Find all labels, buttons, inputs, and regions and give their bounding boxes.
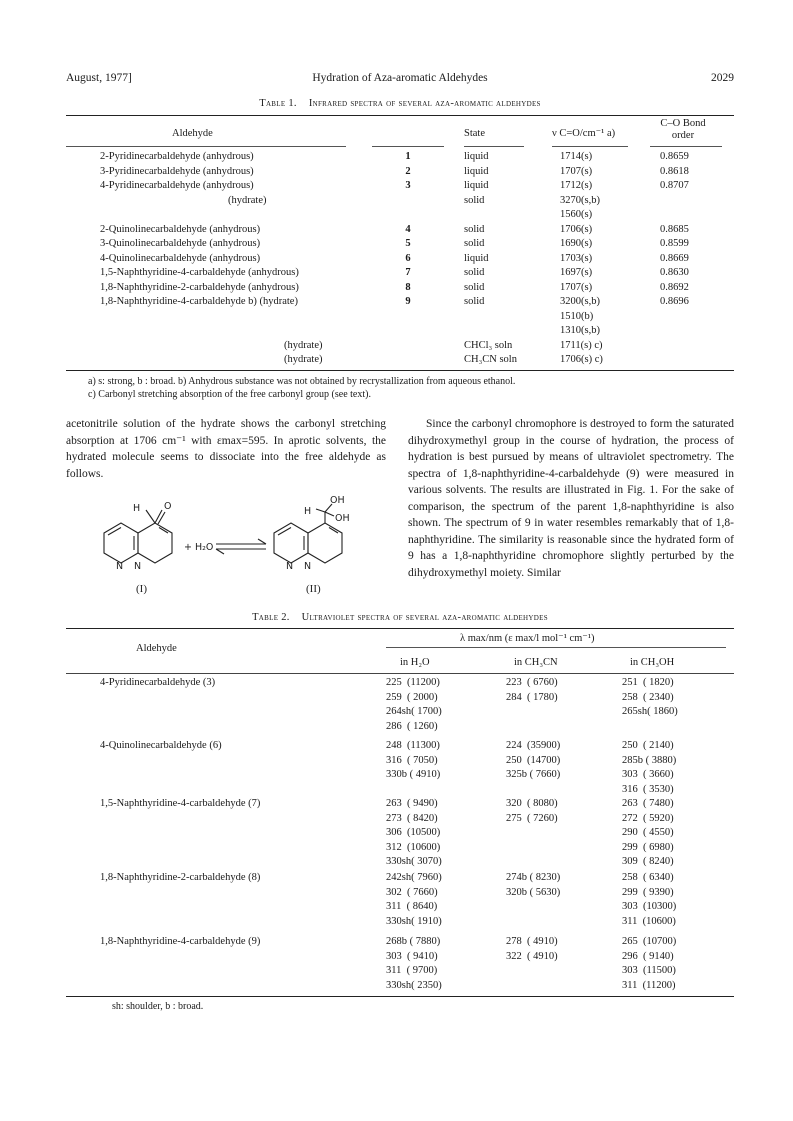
table1-aldehyde: 1,8-Naphthyridine-4-carbaldehyde b) (hydrate)	[100, 296, 298, 307]
running-head-date: August, 1977]	[66, 72, 132, 84]
table1-wavenumber: 1706(s) c)	[560, 354, 603, 365]
table1-header-rule-4	[552, 146, 628, 147]
table2-caption	[66, 612, 734, 623]
atom-N1-I: N	[116, 561, 124, 572]
table2-value-h2o: 264sh( 1700)	[386, 706, 442, 717]
table2-value-h2o: 248 (11300)	[386, 740, 440, 751]
atom-N2-I: N	[134, 561, 142, 572]
table2-header-ch3oh: in CH₃OH	[630, 657, 675, 668]
table2-value-ch3oh: 303 ( 3660)	[622, 769, 674, 780]
ring-left-I	[104, 523, 138, 563]
table2-value-h2o: 312 (10600)	[386, 841, 441, 853]
table1-aldehyde: 1,8-Naphthyridine-2-carbaldehyde (anhydrous)	[100, 281, 299, 293]
table2-header-rule	[66, 673, 734, 674]
ring-right-II	[308, 523, 342, 563]
table2-header-ch3cn: in CH₃CN	[514, 657, 558, 668]
table2-aldehyde-name: 1,8-Naphthyridine-4-carbaldehyde (9)	[100, 936, 261, 947]
table1-bond-order: 0.8696	[660, 296, 689, 307]
table1-compound-number: 7	[405, 267, 411, 278]
table1-footnote-2: c) Carbonyl stretching absorption of the free carbonyl group (see text).	[88, 389, 371, 400]
atom-N2-II: N	[304, 561, 312, 572]
table2-bottom-rule	[66, 996, 734, 997]
table2-value-ch3oh: 316 ( 3530)	[622, 783, 674, 795]
table2-value-ch3cn: 284 ( 1780)	[506, 691, 558, 703]
table1-header-state: State	[464, 128, 485, 139]
table2-value-ch3cn: 322 ( 4910)	[506, 950, 558, 962]
atom-H-I: H	[133, 503, 141, 514]
table2-value-ch3cn: 320 ( 8080)	[506, 798, 558, 809]
table2-header-h2o: in H₂O	[400, 657, 430, 668]
table2-value-h2o: 330b ( 4910)	[386, 769, 441, 780]
table1-bond-order: 0.8685	[660, 223, 689, 235]
atom-O-I: O	[164, 501, 172, 512]
table2-label: Table 2.	[252, 612, 290, 623]
table1-compound-number: 2	[405, 165, 411, 177]
table1-bond-order: 0.8669	[660, 252, 689, 264]
table2-value-ch3cn: 325b ( 7660)	[506, 769, 561, 780]
table1-compound-number: 6	[405, 252, 411, 264]
table2-aldehyde-name: 1,8-Naphthyridine-2-carbaldehyde (8)	[100, 872, 261, 883]
table2-value-h2o: 330sh( 1910)	[386, 915, 442, 927]
table1-state: CHCl₃ soln	[464, 339, 513, 351]
table1-state: solid	[464, 223, 485, 235]
table2-value-h2o: 330sh( 3070)	[386, 856, 442, 867]
table1-aldehyde: 2-Pyridinecarbaldehyde (anhydrous)	[100, 151, 254, 162]
table1-compound-number: 8	[405, 281, 411, 293]
table1-header-nu: ν C=O/cm⁻¹ a)	[552, 128, 616, 139]
table2-value-ch3oh: 296 ( 9140)	[622, 950, 674, 962]
table2-value-ch3cn: 224 (35900)	[506, 740, 561, 751]
table1-wavenumber: 1707(s)	[560, 165, 593, 177]
table2-value-h2o: 311 ( 8640)	[386, 901, 438, 912]
table1-bond-order: 0.8599	[660, 238, 689, 249]
table2-value-h2o: 316 ( 7050)	[386, 754, 438, 766]
table2-aldehyde-name: 4-Pyridinecarbaldehyde (3)	[100, 677, 216, 688]
table1-header-bond-order: C–O Bond order	[660, 118, 706, 141]
table2-value-ch3oh: 290 ( 4550)	[622, 827, 674, 838]
table2-value-h2o: 306 (10500)	[386, 827, 441, 838]
table2-value-ch3oh: 250 ( 2140)	[622, 740, 674, 751]
table1-aldehyde: 4-Pyridinecarbaldehyde (anhydrous)	[100, 180, 254, 191]
table2-value-ch3oh: 251 ( 1820)	[622, 677, 674, 688]
table1-compound-number: 5	[405, 238, 411, 249]
table1-header-rule-5	[650, 146, 722, 147]
table1-wavenumber: 3270(s,b)	[560, 194, 600, 206]
table2-value-ch3cn: 274b ( 8230)	[506, 872, 561, 883]
table2-value-ch3oh: 303 (10300)	[622, 901, 677, 912]
table1-wavenumber: 1714(s)	[560, 151, 593, 162]
table2-value-ch3cn: 278 ( 4910)	[506, 936, 558, 947]
atom-OH1-II: OH	[330, 495, 345, 506]
table2-value-h2o: 302 ( 7660)	[386, 886, 438, 898]
table2-value-ch3cn: 275 ( 7260)	[506, 812, 558, 824]
table1-aldehyde: (hydrate)	[228, 194, 267, 206]
left-column-text	[66, 416, 386, 482]
table1-compound-number: 9	[405, 296, 411, 307]
table1-state: CH₃CN soln	[464, 354, 517, 365]
table1-aldehyde: 3-Pyridinecarbaldehyde (anhydrous)	[100, 165, 254, 177]
table2-value-ch3oh: 265sh( 1860)	[622, 706, 678, 717]
table2-value-ch3oh: 272 ( 5920)	[622, 812, 674, 824]
ring-left-II	[274, 523, 308, 563]
table1-bottom-rule	[66, 370, 734, 371]
table2-value-ch3oh: 311 (11200)	[622, 979, 676, 991]
table1-state: solid	[464, 281, 485, 293]
label-I: (I)	[136, 583, 147, 595]
table2-value-h2o: 303 ( 9410)	[386, 950, 438, 962]
table1-wavenumber: 1707(s)	[560, 281, 593, 293]
table2-value-ch3cn: 320b ( 5630)	[506, 886, 561, 898]
table1-caption	[66, 98, 734, 109]
table2-value-ch3oh: 285b ( 3880)	[622, 754, 677, 766]
table1-title: Infrared spectra of several aza-aromatic aldehydes	[308, 98, 541, 109]
page-number: 2029	[711, 72, 734, 84]
table2-value-ch3oh: 263 ( 7480)	[622, 798, 674, 809]
table2-value-ch3oh: 265 (10700)	[622, 936, 677, 947]
table1-state: liquid	[464, 151, 489, 162]
table1-state: liquid	[464, 165, 489, 177]
table1-bond-order: 0.8618	[660, 165, 689, 177]
table1-state: solid	[464, 238, 485, 249]
table1-bond-order: 0.8630	[660, 267, 689, 278]
table2-value-ch3cn: 250 (14700)	[506, 754, 561, 766]
atom-OH2-II: OH	[335, 513, 350, 524]
table1-aldehyde: 4-Quinolinecarbaldehyde (anhydrous)	[100, 252, 261, 264]
table1-aldehyde: (hydrate)	[284, 354, 323, 365]
left-paragraph: acetonitrile solution of the hydrate shows the carbonyl stretching absorption at 1706 cm⁻¹ with εmax=595. In aprotic solvents, the hydrated molecule seems to dissociate into the free aldehyde as follows.	[66, 418, 386, 480]
table2-value-h2o: 225 (11200)	[386, 677, 440, 688]
table2-value-h2o: 263 ( 9490)	[386, 798, 438, 809]
table1-wavenumber: 1310(s,b)	[560, 325, 600, 336]
table1-compound-number: 1	[405, 151, 411, 162]
table2-value-h2o: 330sh( 2350)	[386, 979, 442, 991]
table1-header-rule-1	[66, 146, 346, 147]
table2-value-ch3oh: 309 ( 8240)	[622, 856, 674, 867]
table1-wavenumber: 1703(s)	[560, 252, 593, 264]
table1-footnote-1: a) s: strong, b : broad. b) Anhydrous substance was not obtained by recrystallization from aqueous ethanol.	[88, 376, 516, 387]
right-column-text	[408, 416, 734, 581]
table1-wavenumber: 1706(s)	[560, 223, 593, 235]
atom-N1-II: N	[286, 561, 294, 572]
right-paragraph: Since the carbonyl chromophore is destroyed to form the saturated dihydroxymethyl group in the course of hydration, the process of hydration is best pursued by means of ultraviolet spectrometry. The spectra of 1,8-naphthyridine-4-carbaldehyde (9) were measured in various solvents. The results are illustrated in Fig. 1. For the sake of comparison, the spectrum of the parent 1,8-naphthyridine is also shown. The spectrum of 9 in water resembles remarkably that of 1,8-naphthyridine. The similarity is reasonable since the hydrated form of 9 has a 1,8-naphthyridine chromophore slightly perturbed by the dihydroxymethyl moiety. Similar	[408, 418, 734, 579]
table2-header-lambda: λ max/nm (ε max/l mol⁻¹ cm⁻¹)	[460, 633, 595, 644]
table1-top-rule	[66, 115, 734, 116]
table2-value-h2o: 286 ( 1260)	[386, 720, 438, 732]
table2-value-ch3oh: 258 ( 2340)	[622, 691, 674, 703]
table2-value-h2o: 268b ( 7880)	[386, 936, 441, 947]
table1-bond-order: 0.8707	[660, 180, 689, 191]
label-II: (II)	[306, 583, 321, 595]
table2-value-ch3oh: 258 ( 6340)	[622, 872, 674, 883]
table2-footnote: sh: shoulder, b : broad.	[112, 1001, 204, 1012]
table1-header-aldehyde: Aldehyde	[172, 128, 213, 139]
table1-wavenumber: 3200(s,b)	[560, 296, 600, 307]
table1-wavenumber: 1690(s)	[560, 238, 593, 249]
table2-value-ch3oh: 299 ( 6980)	[622, 841, 674, 853]
table2-top-rule	[66, 628, 734, 629]
table2-aldehyde-name: 1,5-Naphthyridine-4-carbaldehyde (7)	[100, 798, 261, 809]
table1-wavenumber: 1697(s)	[560, 267, 593, 278]
table2-value-ch3oh: 299 ( 9390)	[622, 886, 674, 898]
table1-bond-order: 0.8659	[660, 151, 689, 162]
table1-state: solid	[464, 194, 485, 206]
table2-value-ch3oh: 311 (10600)	[622, 915, 676, 927]
table1-aldehyde: 2-Quinolinecarbaldehyde (anhydrous)	[100, 223, 261, 235]
table1-header-rule-2	[372, 146, 444, 147]
ring-right-I	[138, 523, 172, 563]
atom-H-II: H	[304, 506, 312, 517]
table1-header-rule-3	[464, 146, 524, 147]
table1-state: solid	[464, 267, 485, 278]
table1-state: liquid	[464, 180, 489, 191]
table1-state: solid	[464, 296, 485, 307]
table1-compound-number: 3	[405, 180, 411, 191]
table1-compound-number: 4	[405, 223, 411, 235]
table2-title: Ultraviolet spectra of several aza-aromatic aldehydes	[301, 612, 548, 623]
table1-wavenumber: 1510(b)	[560, 310, 594, 322]
table1-aldehyde: 3-Quinolinecarbaldehyde (anhydrous)	[100, 238, 261, 249]
table1-aldehyde: (hydrate)	[284, 339, 323, 351]
table2-value-ch3oh: 303 (11500)	[622, 965, 676, 976]
table1-wavenumber: 1560(s)	[560, 209, 593, 220]
table1-aldehyde: 1,5-Naphthyridine-4-carbaldehyde (anhydrous)	[100, 267, 299, 278]
hydration-scheme	[86, 488, 386, 598]
table2-value-h2o: 259 ( 2000)	[386, 691, 438, 703]
table2-value-h2o: 242sh( 7960)	[386, 872, 442, 883]
table1-state: liquid	[464, 252, 489, 264]
table2-header-aldehyde: Aldehyde	[136, 643, 177, 654]
table1-bond-order: 0.8692	[660, 281, 689, 293]
table2-span-rule	[386, 647, 726, 648]
table1-wavenumber: 1712(s)	[560, 180, 593, 191]
table2-value-ch3cn: 223 ( 6760)	[506, 677, 558, 688]
table1-label: Table 1.	[259, 98, 297, 109]
table2-value-h2o: 273 ( 8420)	[386, 812, 438, 824]
table2-value-h2o: 311 ( 9700)	[386, 965, 438, 976]
running-head-title: Hydration of Aza-aromatic Aldehydes	[312, 72, 488, 84]
table2-aldehyde-name: 4-Quinolinecarbaldehyde (6)	[100, 740, 222, 751]
reagent-water: + H₂O	[184, 542, 214, 553]
table1-wavenumber: 1711(s) c)	[560, 339, 603, 351]
